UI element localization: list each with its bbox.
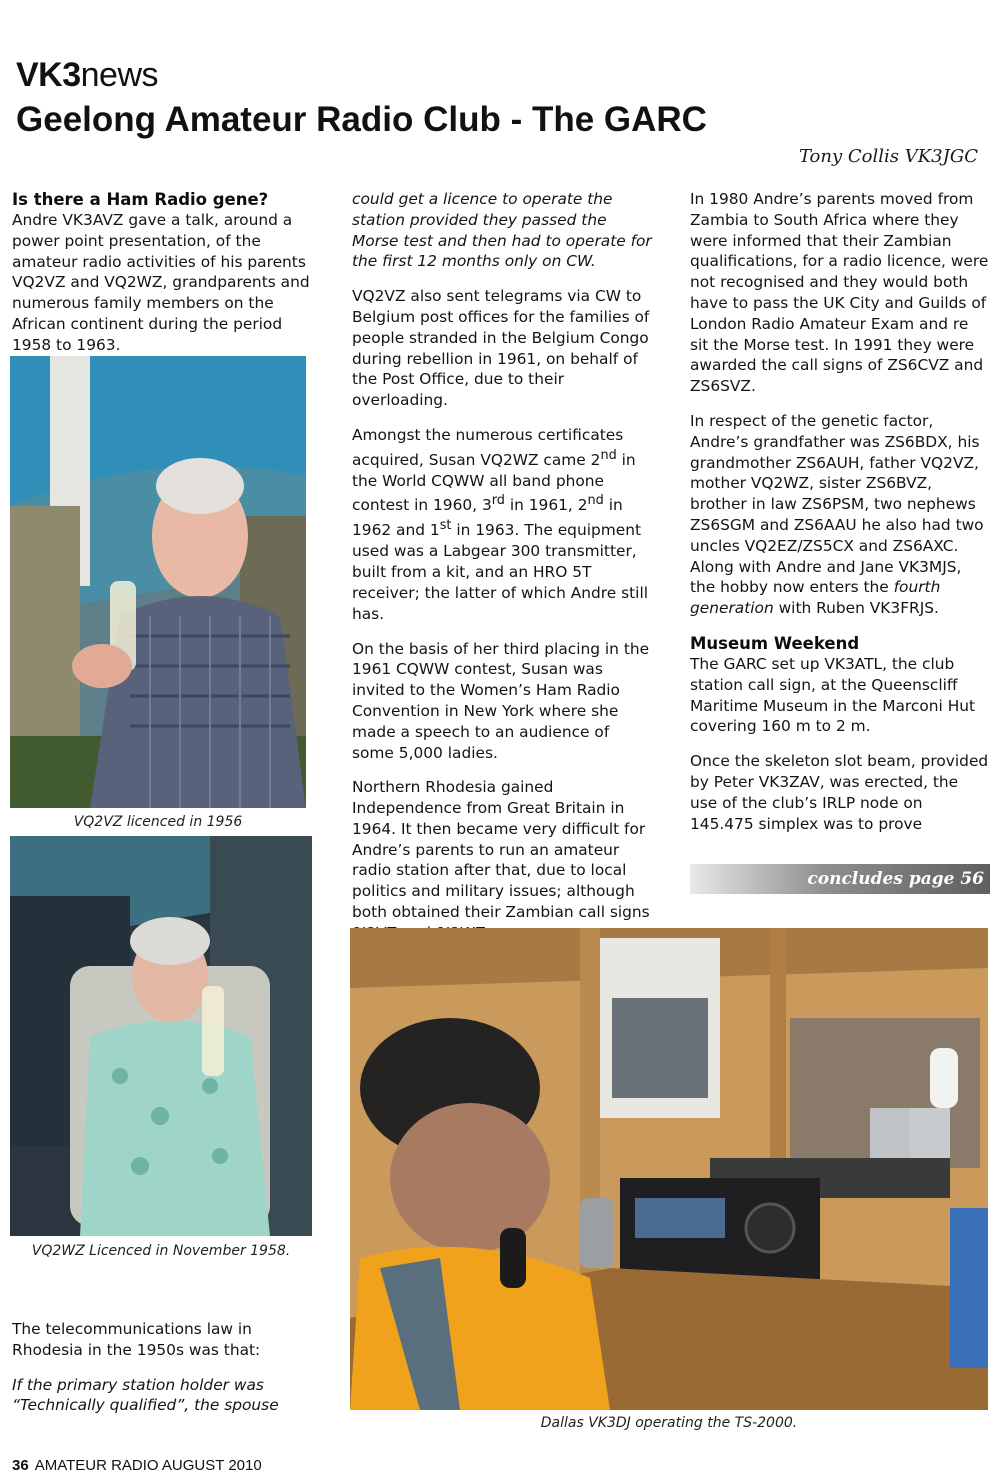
photo-vq2wz-image (10, 836, 312, 1236)
paragraph: Once the skeleton slot beam, provided by Peter VK3ZAV, was erected, the use of the club’s IRLP node on 145.475 simplex was to prove (690, 752, 989, 833)
paragraph: Northern Rhodesia gained Independence from Great Britain in 1964. It then became very difficult for Andre’s parents to run an amateur radio station after that, due to local politics and military issues; although both obtained their Zambian call signs (352, 778, 650, 922)
paragraph: The telecommunications law in Rhodesia in the 1950s was that: (12, 1320, 261, 1359)
column-3 (690, 189, 990, 848)
paragraph: On the basis of her third placing in the 1961 CQWW contest, Susan was invited to the Women’s Ham Radio Convention in New York where she made a speech to an audience of some 5,000 ladies. (352, 639, 650, 762)
photo-dallas-ts2000-image (350, 928, 988, 1410)
paragraph-italic: If the primary station holder was “Technically qualified”, the spouse (12, 1375, 279, 1415)
superscript: st (439, 518, 452, 534)
column-2 (352, 189, 654, 958)
photo-vq2vz (10, 356, 306, 808)
brand-light: news (80, 56, 159, 94)
brand-bold: VK3 (16, 56, 81, 94)
text-run: in 1963. The equipment used was a Labgear 300 transmitter, built from a kit, and an HRO 5T receiver; the latter of which Andre still has. (352, 521, 648, 623)
text-run: in 1961, 2 (504, 496, 588, 515)
paragraph-genetic (690, 411, 990, 619)
paragraph: Andre VK3AVZ gave a talk, around a power point presentation, of the amateur radio activities of his parents VQ2VZ and VQ2WZ, grandparents and numerous family members on the African continent during the period 1958 to 1963. (12, 211, 310, 354)
text-run: with Ruben VK3FRJS. (773, 599, 939, 618)
publication-name: AMATEUR RADIO AUGUST 2010 (34, 1457, 262, 1474)
text-run: in the World CQWW all band phone contest in 1960, 3 (352, 450, 636, 515)
text-run: In respect of the genetic factor, Andre’s grandfather was ZS6BDX, his grandmother ZS6AUH, father VQ2VZ, mother VQ2WZ, sister ZS6BVZ, brother in law ZS6PSM, two nephews ZS6SGM and ZS6AAU he also had two uncles VQ2EZ/ZS5CX and ZS6AXC. Along with Andre and Jane VK3MJS, the hobby now enters the (690, 411, 984, 597)
paragraph: In 1980 Andre’s parents moved from Zambia to South Africa where they were informed that their Zambian qualifications, for a radio licence, were not recognised and they would both have to pass the UK City and Guilds of London Radio Amateur Exam and re sit the Morse test. In 1991 they were awarded the call signs of ZS6CVZ and ZS6SVZ. (690, 190, 989, 396)
column-1-top (12, 189, 312, 370)
paragraph-certificates (352, 425, 654, 625)
text-run: in 1962 and 1 (352, 496, 623, 540)
section-heading-museum: Museum Weekend (690, 633, 860, 653)
caption-photo-1: VQ2VZ licenced in 1956 (73, 814, 243, 830)
article-author: Tony Collis VK3JGC (798, 146, 978, 167)
page-footer (12, 1457, 262, 1474)
page-number: 36 (12, 1457, 29, 1474)
superscript: rd (491, 493, 505, 509)
column-1-bottom (12, 1319, 312, 1430)
paragraph: VQ2VZ also sent telegrams via CW to Belgium post offices for the families of people stranded in the Belgium Congo during rebellion in 1961, on behalf of the Post Office, due to their overloading. (352, 287, 650, 410)
superscript: nd (587, 493, 604, 509)
caption-photo-2: VQ2WZ Licenced in November 1958. (31, 1243, 291, 1259)
text-run-italic: fourth generation (690, 578, 941, 618)
article-title: Geelong Amateur Radio Club - The GARC (16, 100, 707, 139)
paragraph-italic: could get a licence to operate the station provided they passed the Morse test and then had to operate for the first 12 months only on CW. (352, 190, 652, 271)
paragraph: The GARC set up VK3ATL, the club station call sign, at the Queenscliff Maritime Museum in the Marconi Hut covering 160 m to 2 m. (690, 654, 976, 736)
superscript: nd (600, 447, 617, 463)
caption-photo-3: Dallas VK3DJ operating the TS-2000. (540, 1415, 798, 1431)
section-heading-ham-gene: Is there a Ham Radio gene? (12, 190, 269, 209)
photo-dallas-ts2000 (350, 928, 988, 1410)
continuation-banner: concludes page 56 (690, 864, 990, 894)
text-run: Amongst the numerous certificates acquired, Susan VQ2WZ came 2 (352, 425, 624, 469)
photo-vq2wz (10, 836, 312, 1236)
photo-vq2vz-image (10, 356, 306, 808)
section-brand (16, 56, 158, 95)
